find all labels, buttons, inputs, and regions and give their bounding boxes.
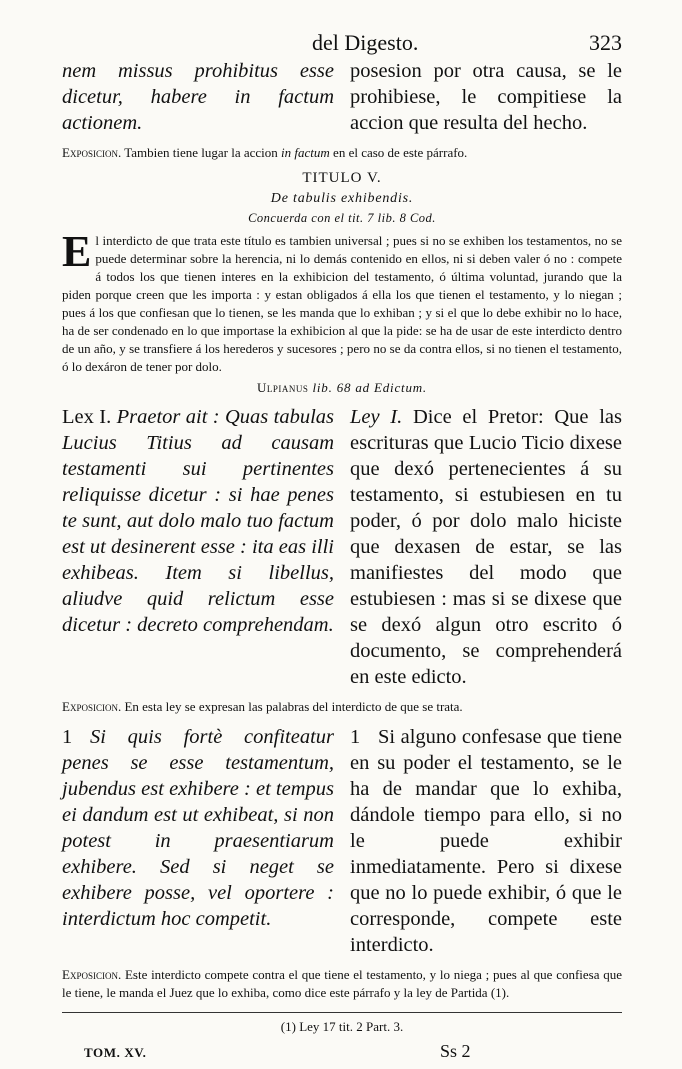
lex-1-latin xyxy=(62,404,334,690)
top-continuation xyxy=(62,58,622,136)
paragraph-1-latin xyxy=(62,724,334,958)
lex-1-label: Lex I. xyxy=(62,406,112,428)
concordance-note: Concuerda con el tit. 7 lib. 8 Cod. xyxy=(248,211,436,225)
paragraph-number: 1 xyxy=(62,726,73,748)
paragraph-1-latin-text: Si quis fortè confiteatur penes se esse testamentum, jubendus est exhibere : et tempus ei dandum est ut exhibeat, si non potest in praesentiarum exhibere. Sed si neget se exhibere posse, vel oportere : interdictum hoc competit. xyxy=(62,726,334,930)
paragraph-1-spanish-text: Si alguno confesase que tiene en su poder el testamento, se le ha de mandar que lo exhiba, dándole tiempo para ello, si no le puede exhibir inmediatamente. Pero si dixese que no lo puede exhibir, ó que le corresponde, compete este interdicto. xyxy=(350,726,622,956)
volume-label: TOM. XV. xyxy=(84,1045,147,1060)
footnote-rule xyxy=(62,1012,622,1013)
author-name: Ulpianus xyxy=(257,380,309,395)
exposicion-3 xyxy=(62,966,622,1002)
exposicion-italic: in factum xyxy=(281,145,330,160)
source-ref: lib. 68 ad Edictum. xyxy=(312,380,427,395)
exposicion-label: Exposicion. xyxy=(62,145,122,160)
page-number: 323 xyxy=(589,30,622,55)
exposicion-text: En esta ley se expresan las palabras del interdicto de que se trata. xyxy=(124,699,463,714)
paragraph-1-spanish xyxy=(350,724,622,958)
latin-continuation: nem missus prohibitus esse dicetur, habere in factum actionem. xyxy=(62,60,334,134)
title-heading: TITULO V. xyxy=(302,170,382,186)
intro-text: l interdicto de que trata este título es tambien universal ; pues si no se exhiben los testamentos, no se puede determinar sobre la herencia, ni lo demás contenido en ellos, ni si deben valer ó no : compete á todos los que tienen interes en la exhibicion del testamento, ó última voluntad, jurando que la piden porque creen que les importa : y estan obligados á ella los que tienen el testamento, y lo niegan ; pues á los que confiesan que lo tienen, se les manda que lo exhiban ; y si el que lo debe exhibir no lo hace, ha de ser condenado en lo que importase la exhibicion al que la pide: se ha de usar de este interdicto dentro de un año, y se transfiere á los herederos y sucesores ; pero no se da contra ellos, si no tienen el testamento, ó lo dexáron de tener por dolo. xyxy=(62,233,622,374)
ulpianus-source xyxy=(62,380,622,396)
spanish-continuation: posesion por otra causa, se le prohibiese, le compitiese la accion que resulta del hecho. xyxy=(350,60,622,134)
paragraph-1 xyxy=(62,724,622,958)
drop-cap: E xyxy=(62,227,92,276)
exposicion-label: Exposicion. xyxy=(62,699,122,714)
signature-mark: Ss 2 xyxy=(440,1041,471,1061)
exposicion-label: Exposicion. xyxy=(62,967,122,982)
title-introduction xyxy=(62,227,622,376)
running-header xyxy=(62,28,622,58)
title-subtitle: De tabulis exhibendis. xyxy=(270,191,414,206)
ley-1-label: Ley I. xyxy=(350,406,403,428)
paragraph-number: 1 xyxy=(350,726,361,748)
exposicion-2 xyxy=(62,698,622,716)
exposicion-1 xyxy=(62,144,622,162)
lex-1-latin-text: Praetor ait : Quas tabulas Lucius Titius ad causam testamenti sui pertinentes reliquisse dicetur : si hae penes te sunt, aut dolo malo tuo factum est ut desinerent esse : ita eas illi exhibeas. Item si libellus, aliudve quid relictum esse dicetur : decreto comprehendam. xyxy=(62,406,334,636)
lex-1 xyxy=(62,404,622,690)
exposicion-text: Tambien tiene lugar la accion xyxy=(124,145,278,160)
page xyxy=(62,28,622,1069)
lex-1-spanish xyxy=(350,404,622,690)
ley-1-spanish-text: Dice el Pretor: Que las escrituras que Lucio Ticio dixese que dexó pertenecientes á su testamento, si estubiesen en tu poder, ó por dolo malo hiciste que dexasen de estar, se las manifiestes del modo que estubiesen : mas si se dixese que se dexó algun otro escrito ó documento, se comprehenderá en este edicto. xyxy=(350,406,622,688)
footnote: (1) Ley 17 tit. 2 Part. 3. xyxy=(280,1019,404,1034)
exposicion-text: Este interdicto compete contra el que tiene el testamento, y lo niega ; pues al que confiesa que le tiene, le manda el Juez que lo exhiba, como dice este párrafo y la ley de Partida (1). xyxy=(62,967,623,1000)
running-title: del Digesto. xyxy=(312,30,419,55)
page-footer xyxy=(62,1039,622,1069)
exposicion-text-end: en el caso de este párrafo. xyxy=(333,145,468,160)
